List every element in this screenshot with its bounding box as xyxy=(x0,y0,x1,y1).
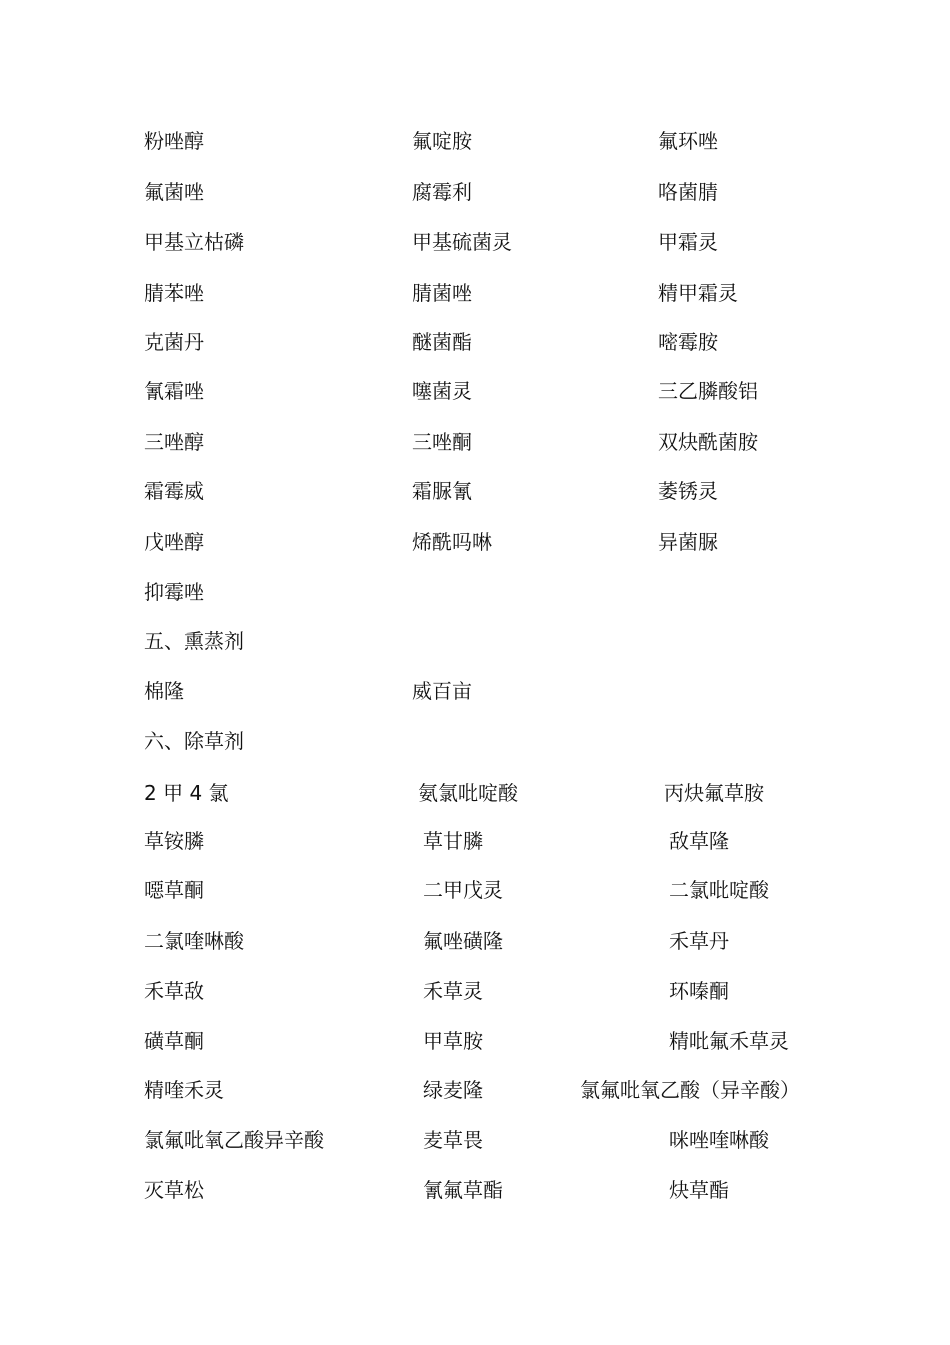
list-item: 二氯喹啉酸 xyxy=(144,929,244,953)
list-item: 氰氟草酯 xyxy=(423,1178,503,1202)
list-item: 三唑醇 xyxy=(144,430,204,454)
list-item: 萎锈灵 xyxy=(658,479,718,503)
list-item: 三唑酮 xyxy=(412,430,472,454)
list-item: 敌草隆 xyxy=(669,829,729,853)
list-item: 灭草松 xyxy=(144,1178,204,1202)
list-item: 氟唑磺隆 xyxy=(423,929,503,953)
list-item: 2 甲 4 氯 xyxy=(144,781,229,805)
list-item: 二氯吡啶酸 xyxy=(669,878,769,902)
list-item: 氟菌唑 xyxy=(144,180,204,204)
list-item: 嘧霉胺 xyxy=(658,330,718,354)
list-item: 腈苯唑 xyxy=(144,281,204,305)
list-item: 霜霉威 xyxy=(144,479,204,503)
list-item: 草甘膦 xyxy=(423,829,483,853)
list-item: 咪唑喹啉酸 xyxy=(669,1128,769,1152)
list-item: 氟环唑 xyxy=(658,129,718,153)
list-item: 烯酰吗啉 xyxy=(412,530,492,554)
list-item: 棉隆 xyxy=(144,679,184,703)
list-item: 甲霜灵 xyxy=(658,230,718,254)
list-item: 精喹禾灵 xyxy=(144,1078,224,1102)
list-item: 克菌丹 xyxy=(144,330,204,354)
list-item: 禾草敌 xyxy=(144,979,204,1003)
list-item: 精吡氟禾草灵 xyxy=(669,1029,789,1053)
list-item: 氟啶胺 xyxy=(412,129,472,153)
list-item: 甲草胺 xyxy=(423,1029,483,1053)
list-item: 甲基硫菌灵 xyxy=(412,230,512,254)
list-item: 粉唑醇 xyxy=(144,129,204,153)
list-item: 咯菌腈 xyxy=(658,180,718,204)
list-item: 抑霉唑 xyxy=(144,580,204,604)
list-item: 异菌脲 xyxy=(658,530,718,554)
list-item: 双炔酰菌胺 xyxy=(658,430,758,454)
list-item: 噁草酮 xyxy=(144,878,204,902)
list-item: 丙炔氟草胺 xyxy=(664,781,764,805)
list-item: 腐霉利 xyxy=(412,180,472,204)
list-item: 三乙膦酸铝 xyxy=(658,379,758,403)
list-item: 氯氟吡氧乙酸异辛酸 xyxy=(144,1128,324,1152)
list-item: 氨氯吡啶酸 xyxy=(418,781,518,805)
list-item: 环嗪酮 xyxy=(669,979,729,1003)
list-item: 精甲霜灵 xyxy=(658,281,738,305)
list-item: 氰霜唑 xyxy=(144,379,204,403)
section-heading: 五、熏蒸剂 xyxy=(144,629,244,653)
list-item: 二甲戊灵 xyxy=(423,878,503,902)
list-item: 磺草酮 xyxy=(144,1029,204,1053)
list-item: 炔草酯 xyxy=(669,1178,729,1202)
list-item: 噻菌灵 xyxy=(412,379,472,403)
list-item: 霜脲氰 xyxy=(412,479,472,503)
list-item: 草铵膦 xyxy=(144,829,204,853)
section-heading: 六、除草剂 xyxy=(144,729,244,753)
list-item: 麦草畏 xyxy=(423,1128,483,1152)
list-item: 戊唑醇 xyxy=(144,530,204,554)
list-item: 威百亩 xyxy=(412,679,472,703)
list-item: 禾草丹 xyxy=(669,929,729,953)
list-item: 腈菌唑 xyxy=(412,281,472,305)
list-item: 甲基立枯磷 xyxy=(144,230,244,254)
list-item: 氯氟吡氧乙酸（异辛酸） xyxy=(580,1078,800,1102)
list-item: 醚菌酯 xyxy=(412,330,472,354)
list-item: 绿麦隆 xyxy=(423,1078,483,1102)
list-item: 禾草灵 xyxy=(423,979,483,1003)
